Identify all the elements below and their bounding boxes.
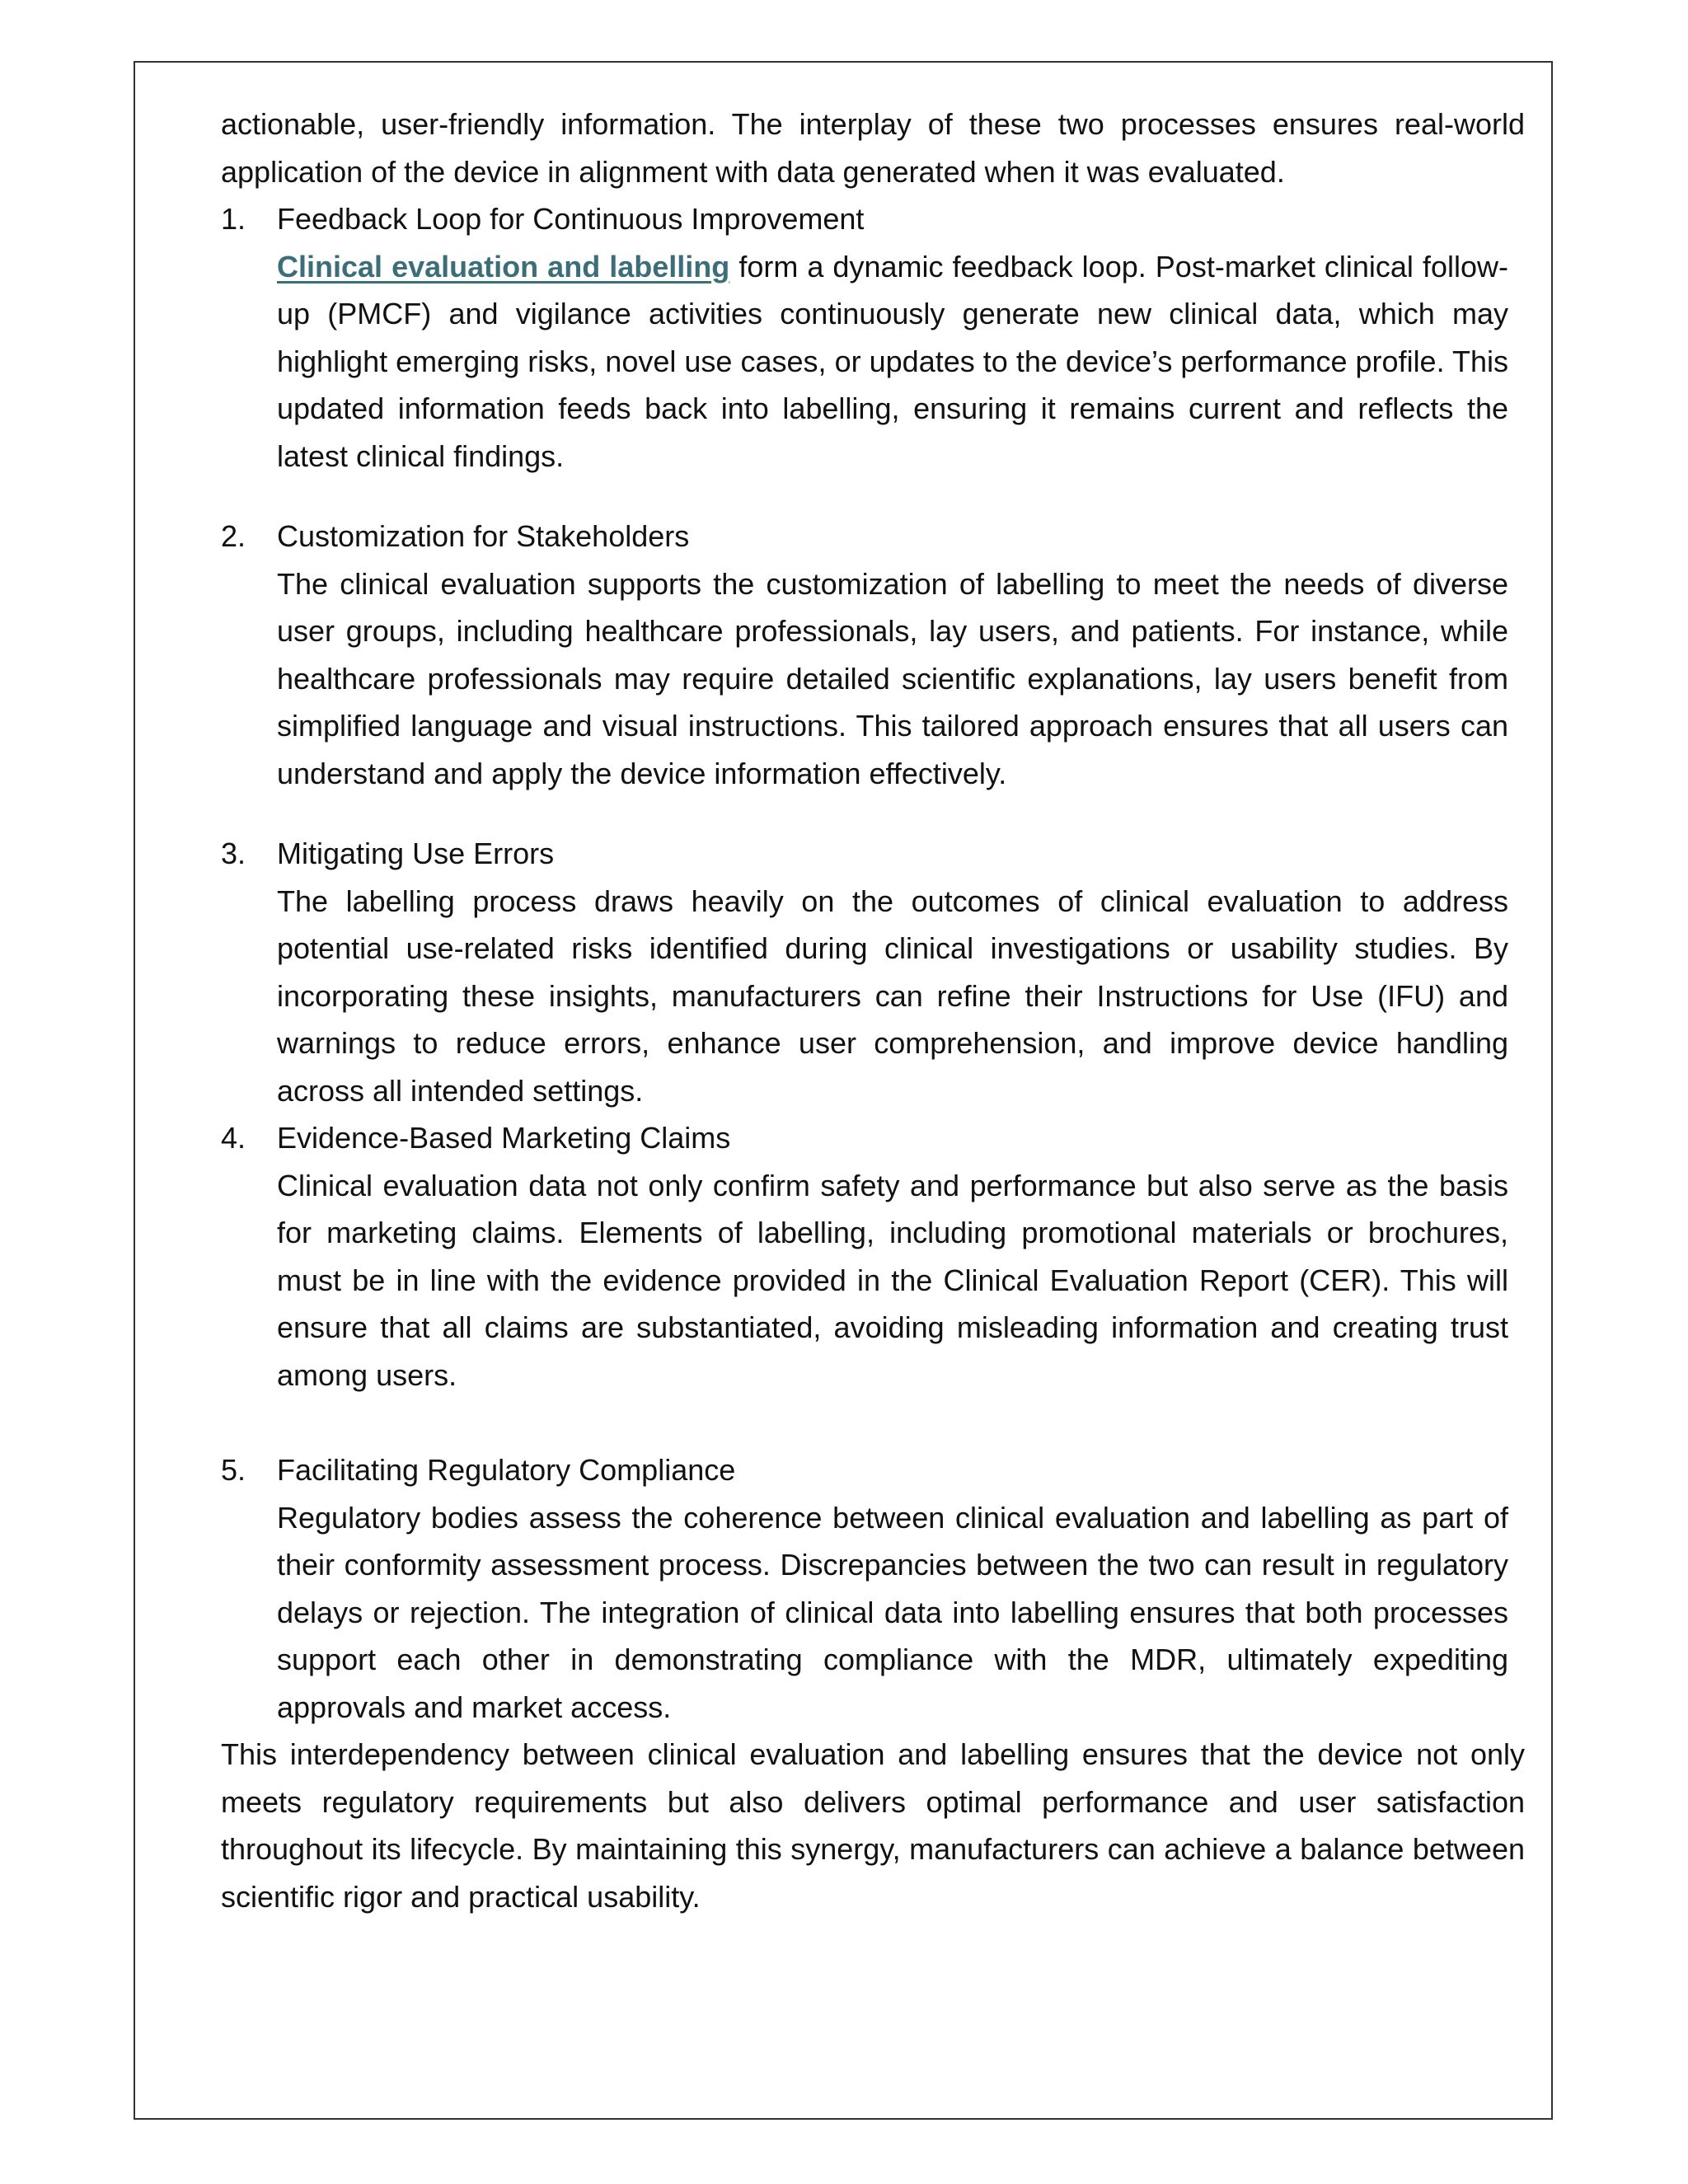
list-item-body (277, 243, 1508, 480)
numbered-list (221, 195, 1525, 1731)
list-item-number: 4. (221, 1121, 246, 1155)
list-item-number: 3. (221, 837, 246, 870)
intro-paragraph: actionable, user-friendly information. The interplay of these two processes ensures real-world application of the device in alignment with data generated when it was evaluated. (221, 107, 1525, 189)
list-item-body: Regulatory bodies assess the coherence between clinical evaluation and labelling as part of their conformity assessment process. Discrepancies between the two can result in regulatory delays or rejection. The integration of clinical data into labelling ensures that both processes support each other in demonstrating compliance with the MDR, ultimately expediting approvals and market access. (277, 1500, 1508, 1724)
list-item-title: Mitigating Use Errors (277, 837, 555, 870)
list-item-body: The clinical evaluation supports the customization of labelling to meet the needs of diverse user groups, including healthcare professionals, lay users, and patients. For instance, while healthcare professionals may require detailed scientific explanations, lay users benefit from simplified language and visual instructions. This tailored approach ensures that all users can understand and apply the device information effectively. (277, 566, 1508, 790)
list-item-feedback-loop (221, 195, 1508, 480)
list-item-body: Clinical evaluation data not only confirm safety and performance but also serve as the basis for marketing claims. Elements of labelling, including promotional materials or brochures, must be in line with the evidence provided in the Clinical Evaluation Report (CER). This will ensure that all claims are substantiated, avoiding misleading information and creating trust among users. (277, 1168, 1508, 1392)
closing-paragraph: This interdependency between clinical evaluation and labelling ensures that the device not only meets regulatory requirements but also delivers optimal performance and user satisfaction throughout its lifecycle. By maintaining this synergy, manufacturers can achieve a balance between scientific rigor and practical usability. (221, 1737, 1525, 1914)
list-item-marketing-claims (221, 1114, 1508, 1399)
list-item-customization (221, 513, 1508, 797)
document-content (221, 101, 1525, 1920)
list-item-title: Facilitating Regulatory Compliance (277, 1453, 736, 1487)
list-item-title: Feedback Loop for Continuous Improvement (277, 202, 865, 236)
list-item-number: 1. (221, 202, 246, 236)
clinical-evaluation-link[interactable]: Clinical evaluation and labelling (277, 249, 730, 284)
list-item-title: Customization for Stakeholders (277, 519, 690, 553)
list-item-number: 2. (221, 519, 246, 553)
list-item-body-text: form a dynamic feedback loop. Post-market clinical follow-up (PMCF) and vigilance activities continuously generate new clinical data, which may highlight emerging risks, novel use cases, or updates to the device’s performance profile. This updated information feeds back into labelling, ensuring it remains current and reflects the latest clinical findings. (277, 249, 1508, 473)
list-item-regulatory-compliance (221, 1446, 1508, 1731)
list-item-use-errors (221, 830, 1508, 1114)
list-item-title: Evidence-Based Marketing Claims (277, 1121, 731, 1155)
list-item-body: The labelling process draws heavily on the outcomes of clinical evaluation to address potential use-related risks identified during clinical investigations or usability studies. By incorporating these insights, manufacturers can refine their Instructions for Use (IFU) and warnings to reduce errors, enhance user comprehension, and improve device handling across all intended settings. (277, 883, 1508, 1108)
list-item-number: 5. (221, 1453, 246, 1487)
